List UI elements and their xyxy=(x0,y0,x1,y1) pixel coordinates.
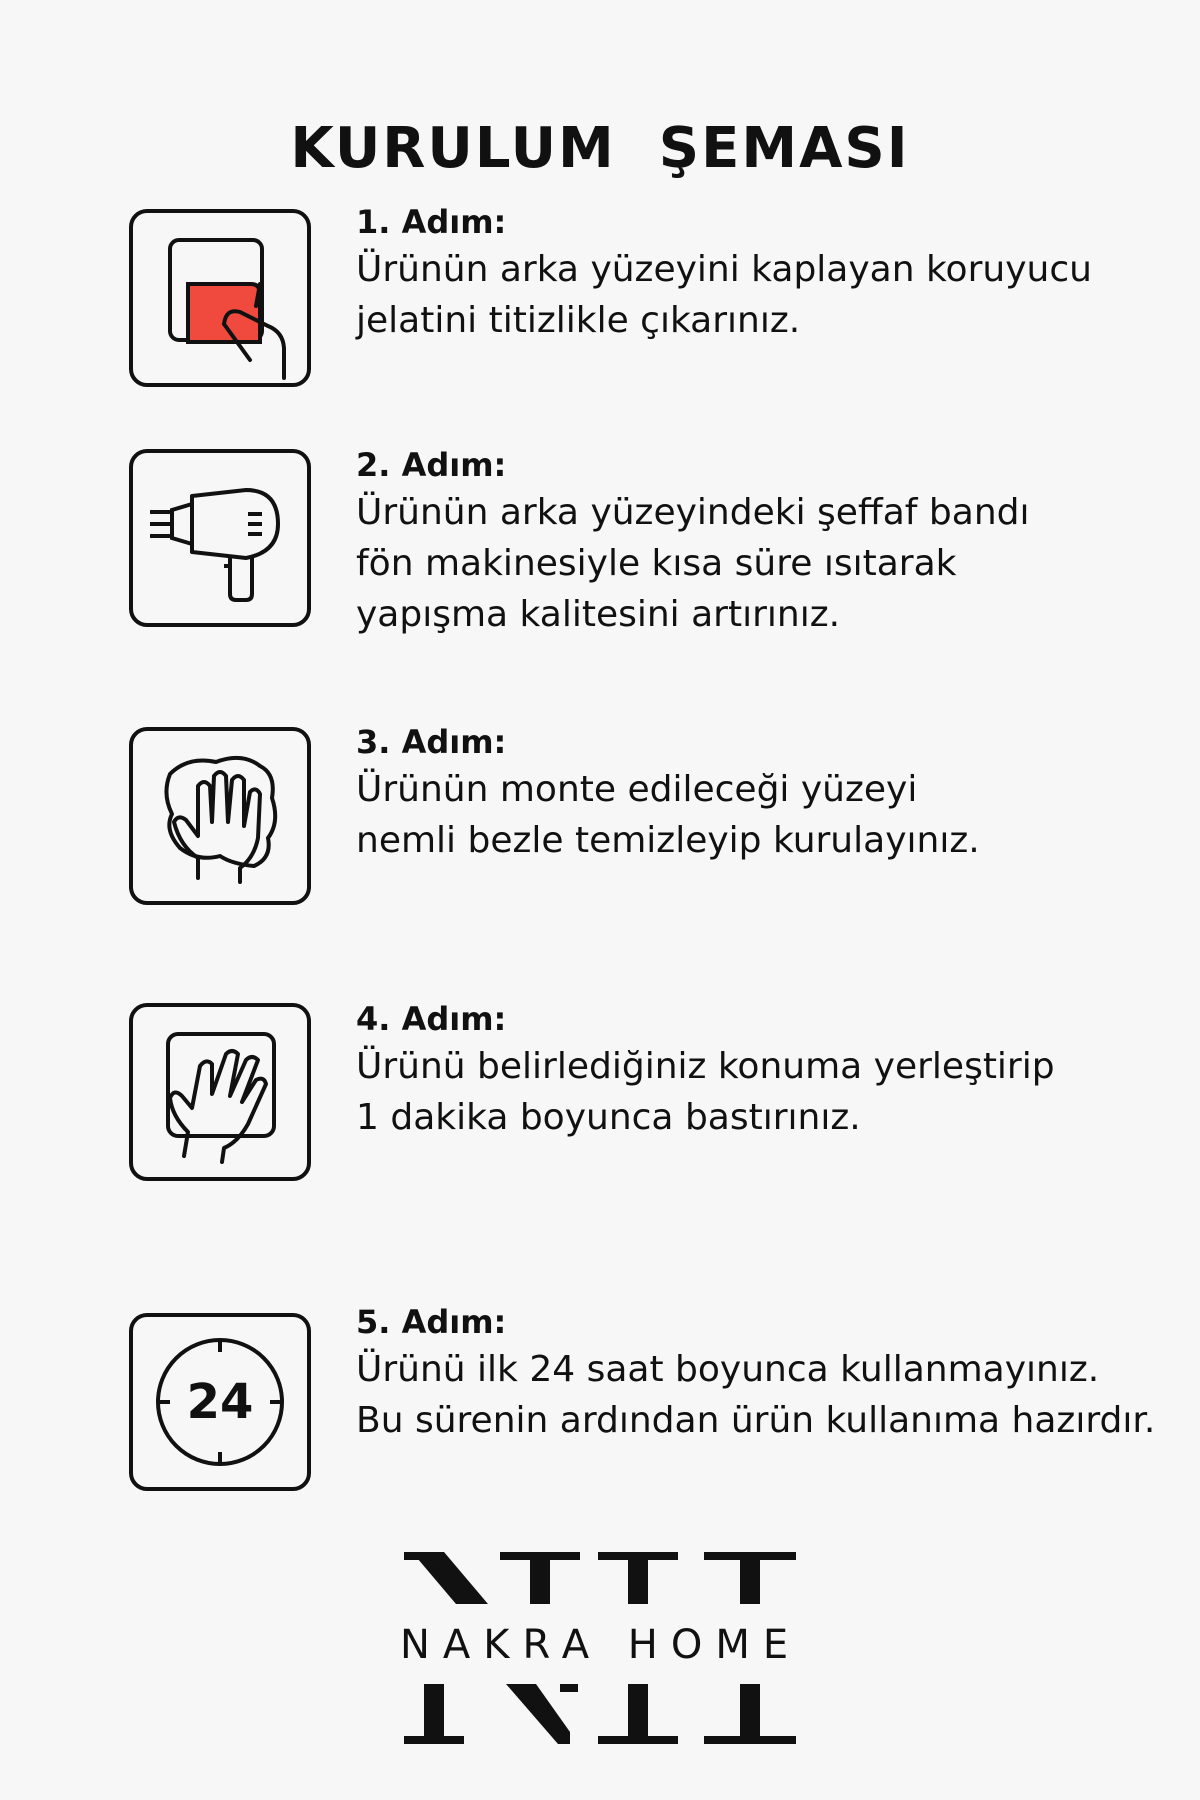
step-5-heading: 5. Adım: xyxy=(356,1303,507,1341)
step-4-line-2: 1 dakika boyunca bastırınız. xyxy=(356,1097,861,1138)
hair-dryer-icon xyxy=(128,448,312,628)
step-2-heading: 2. Adım: xyxy=(356,446,507,484)
step-5-icon-box xyxy=(128,1312,312,1492)
step-2-text xyxy=(356,443,1156,640)
clock-24-icon xyxy=(128,1312,312,1492)
clock-24-label: 24 xyxy=(186,1374,254,1430)
step-1-text xyxy=(356,200,1156,346)
step-3-heading: 3. Adım: xyxy=(356,723,507,761)
step-1-line-2: jelatini titizlikle çıkarınız. xyxy=(356,300,801,341)
step-5-line-1: Ürünü ilk 24 saat boyunca kullanmayınız. xyxy=(356,1349,1100,1390)
step-1-heading: 1. Adım: xyxy=(356,203,507,241)
hand-wipe-cloth-icon xyxy=(128,726,312,906)
step-4-line-1: Ürünü belirlediğiniz konuma yerleştirip xyxy=(356,1046,1055,1087)
step-3-line-2: nemli bezle temizleyip kurulayınız. xyxy=(356,820,980,861)
peel-film-icon xyxy=(128,208,312,388)
brand-name: NAKRA HOME xyxy=(400,1622,802,1668)
step-4-heading: 4. Adım: xyxy=(356,1000,507,1038)
step-4-icon-box xyxy=(128,1002,312,1182)
step-3-text xyxy=(356,720,1156,866)
step-1-line-1: Ürünün arka yüzeyini kaplayan koruyucu xyxy=(356,249,1092,290)
hand-press-icon xyxy=(128,1002,312,1182)
step-2-icon-box xyxy=(128,448,312,628)
step-2-line-2: fön makinesiyle kısa süre ısıtarak xyxy=(356,543,957,584)
step-5-line-2: Bu sürenin ardından ürün kullanıma hazırdır. xyxy=(356,1400,1156,1441)
step-3-icon-box xyxy=(128,726,312,906)
step-3-line-1: Ürünün monte edileceği yüzeyi xyxy=(356,769,918,810)
step-4-text xyxy=(356,997,1156,1143)
step-1-icon-box xyxy=(128,208,312,388)
step-2-line-3: yapışma kalitesini artırınız. xyxy=(356,594,841,635)
step-5-text xyxy=(356,1300,1156,1446)
page-title: KURULUM ŞEMASI xyxy=(290,115,910,181)
step-2-line-1: Ürünün arka yüzeyindeki şeffaf bandı xyxy=(356,492,1030,533)
